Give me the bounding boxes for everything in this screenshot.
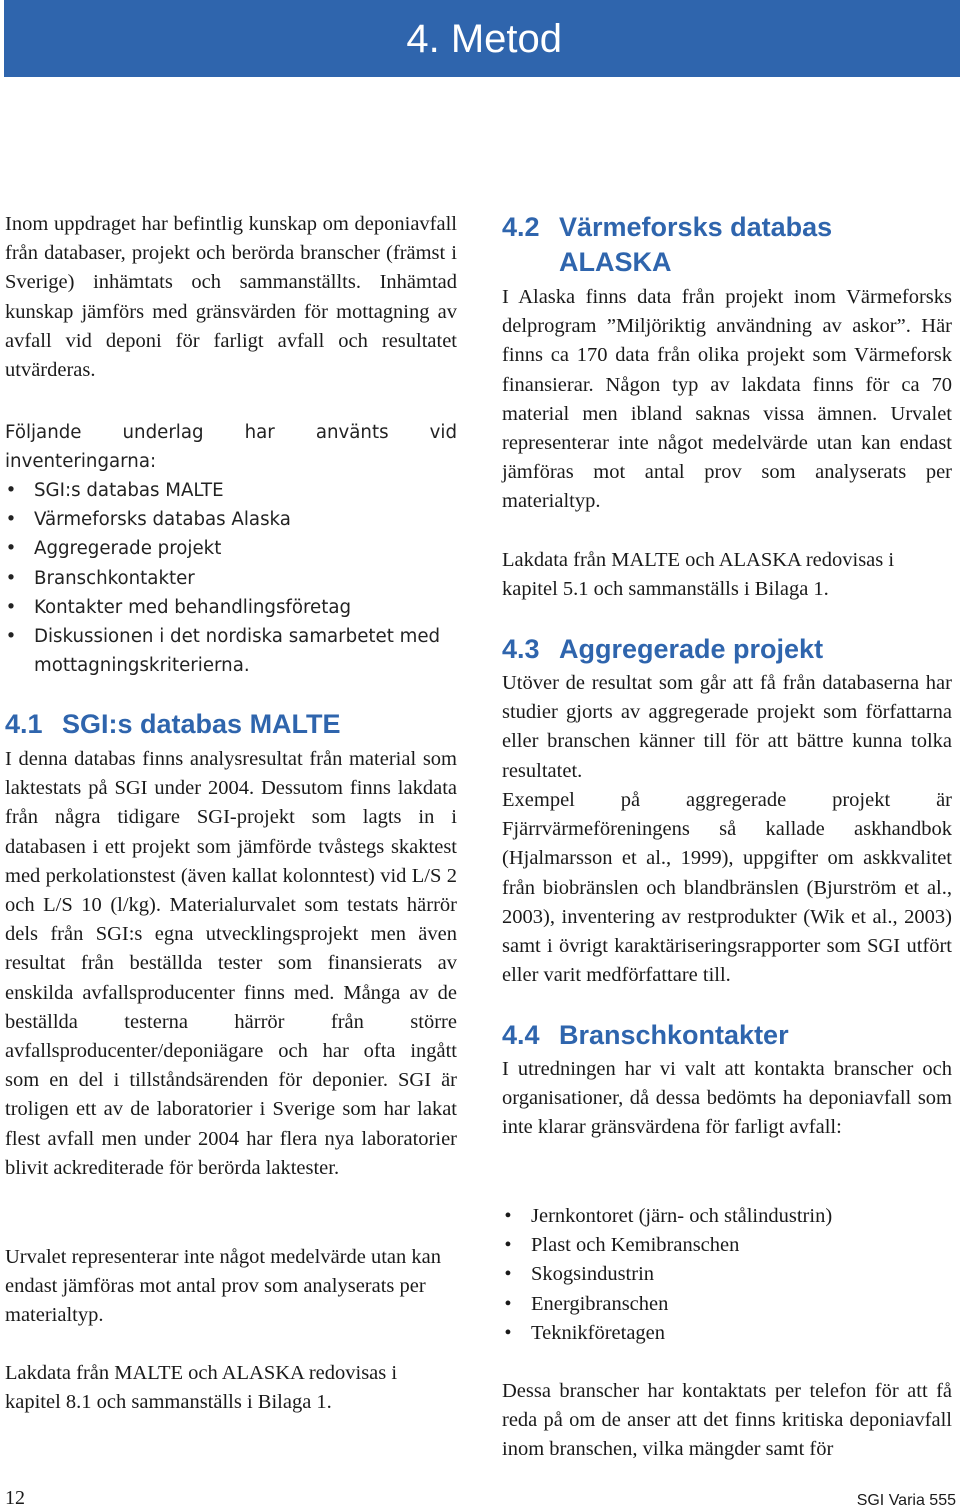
bullet-icon: •	[504, 1292, 512, 1315]
section-4-1-heading: 4.1 SGI:s databas MALTE	[5, 709, 341, 739]
list-item: • Kontakter med behandlingsföretag	[5, 593, 457, 622]
list-item: • SGI:s databas MALTE	[5, 476, 457, 505]
underlag-list	[5, 476, 457, 680]
publication-label: SGI Varia 555	[856, 1492, 956, 1509]
section-4-4-heading: 4.4 Branschkontakter	[502, 1020, 789, 1050]
list-item: • Värmeforsks databas Alaska	[5, 505, 457, 534]
list-item: • Energibranschen	[502, 1290, 952, 1319]
bullet-icon: •	[504, 1205, 512, 1227]
intro-paragraph: Inom uppdraget har befintlig kunskap om deponiavfall från databaser, projekt och berörda branscher (främst i Sverige) inhämtats och sammanställts. Inhämtad kunskap jämförs med gränsvärden för mottagning av avfall vid deponi för farligt avfall och resultatet utvärderas.	[5, 213, 457, 382]
section-4-2-heading: 4.2 Värmeforsks databas ALASKA	[502, 212, 833, 277]
list-item: • Diskussionen i det nordiska samarbetet med mottagningskriterierna.	[5, 622, 457, 680]
section-4-2-paragraph-2: Lakdata från MALTE och ALASKA redovisas i kapitel 5.1 och sammanställs i Bilaga 1.	[502, 549, 895, 601]
section-4-4-paragraph-1: I utredningen har vi valt att kontakta branscher och organisationer, då dessa bedömts ha deponiavfall som inte klarar gränsvärdena för farligt avfall:	[502, 1058, 952, 1139]
chapter-title: 4. Metod	[406, 17, 562, 61]
bullet-icon: •	[5, 626, 17, 648]
section-4-1-paragraph-1: I denna databas finns analysresultat från material som laktestats på SGI under 2004. Dessutom finns lakdata från några tidigare SGI-projekt som lagts in i databasen i ett projekt som jämförde tvåstegs skaktest med perkolationstest (även kallat kolonntest) vid L/S 2 och L/S 10 (l/kg). Materialurvalet som testats härrör dels från SGI:s egna utvecklingsprojekt men även resultat från beställda tester som finansierats av enskilda avfallsproducenter finns med. Många av de beställda testerna härrör från större avfallsproducenter/deponiägare och har ofta ingått som en del i tillståndsärenden för deponier. SGI är troligen ett av de laboratorier i Sverige som har lakat flest avfall men under 2004 har flera nya laboratorier blivit ackrediterade för berörda laktester.	[5, 748, 457, 1179]
bullet-icon: •	[504, 1321, 512, 1344]
bullet-icon: •	[5, 509, 17, 531]
section-4-3-paragraph-1: Utöver de resultat som går att få från databaserna har studier gjorts av aggregerade projekt som författarna eller branschen känner till för att bättre kunna tolka resultatet.	[502, 672, 952, 782]
page-number: 12	[5, 1487, 25, 1509]
branch-list	[502, 1202, 952, 1348]
section-4-3-heading: 4.3 Aggregerade projekt	[502, 634, 824, 664]
section-4-4-paragraph-2: Dessa branscher har kontaktats per telefon för att få reda på om de anser att det finns kritiska deponiavfall inom branschen, vilka mängder samt för	[502, 1380, 952, 1461]
section-4-1-paragraph-2: Urvalet representerar inte något medelvärde utan kan endast jämföras mot antal prov som analyserats per materialtyp.	[5, 1246, 441, 1327]
bullet-icon: •	[5, 567, 17, 589]
section-4-1-paragraph-3: Lakdata från MALTE och ALASKA redovisas i kapitel 8.1 och sammanställs i Bilaga 1.	[5, 1362, 398, 1414]
list-item: • Branschkontakter	[5, 564, 457, 593]
chapter-banner	[4, 0, 960, 77]
bullet-icon: •	[504, 1234, 512, 1257]
bullet-icon: •	[5, 596, 17, 618]
list-item: • Aggregerade projekt	[5, 534, 457, 563]
list-item: • Plast och Kemibranschen	[502, 1231, 952, 1260]
list-item: • Teknikföretagen	[502, 1319, 952, 1348]
list-item: • Jernkontoret (järn- och stålindustrin)	[502, 1202, 952, 1231]
list-item: • Skogsindustrin	[502, 1260, 952, 1289]
bullet-icon: •	[5, 480, 17, 501]
underlag-intro: Följande underlag har använts vid inventeringarna:	[5, 422, 457, 473]
bullet-icon: •	[504, 1263, 512, 1286]
section-4-2-paragraph-1: I Alaska finns data från projekt inom Värmeforsks delprogram ”Miljöriktig användning av askor”. Här finns ca 170 data från olika projekt som Värmeforsk finansierar. Någon typ av lakdata finns för ca 70 material men ibland saknas vissa ämnen. Urvalet representerar inte något medelvärde utan kan endast jämföras mot antal prov som analyserats per materialtyp.	[502, 286, 952, 513]
bullet-icon: •	[5, 538, 17, 560]
section-4-3-paragraph-2: Exempel på aggregerade projekt är Fjärrvärmeföreningens så kallade askhandbok (Hjalmarsson et al., 1999), uppgifter om askkvalitet från biobränslen och blandbränslen (Bjurström et al., 2003), inventering av restprodukter (Wik et al., 2003) samt i övrigt karaktäriseringsrapporter som SGI utfört eller varit medförfattare till.	[502, 789, 952, 987]
